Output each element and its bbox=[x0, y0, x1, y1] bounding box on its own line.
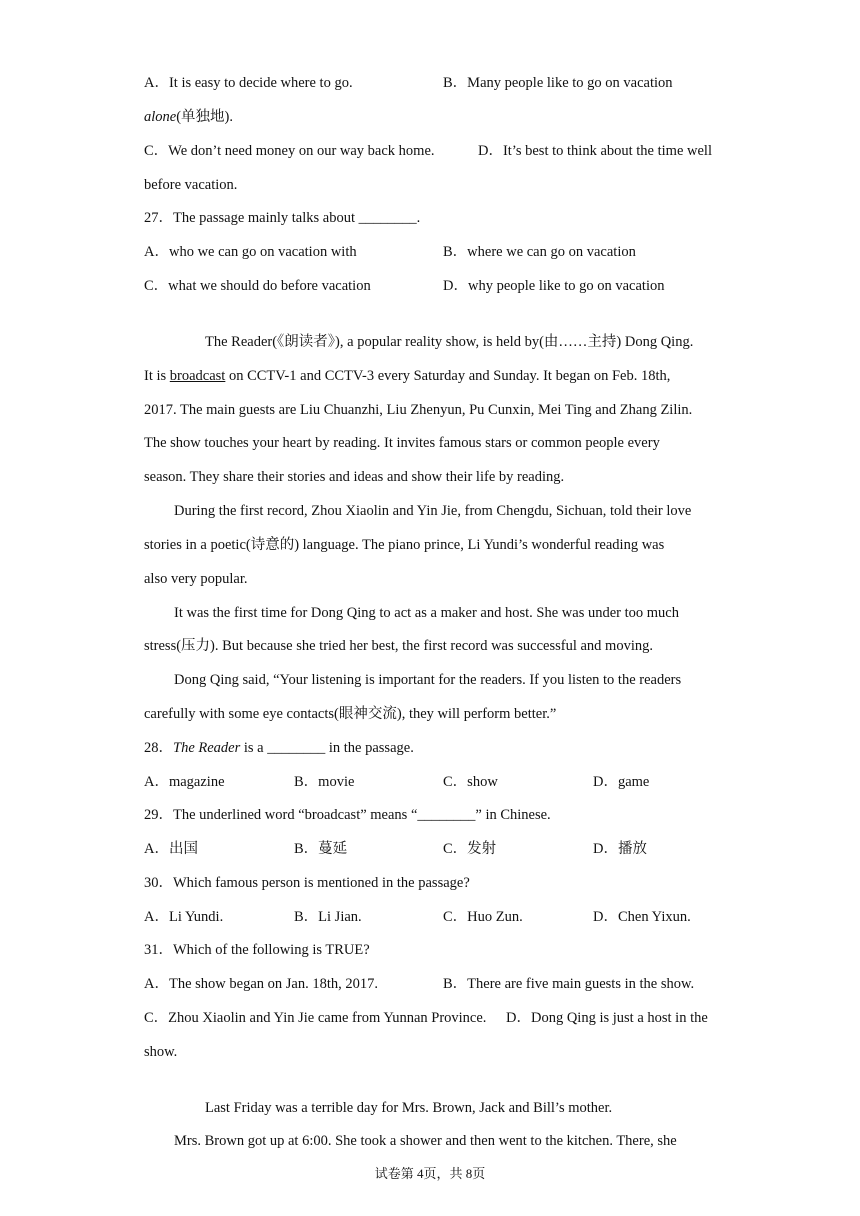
gloss: (单独地). bbox=[176, 109, 234, 125]
passage2-line-9: It was the first time for Dong Qing to act as a maker and host. She was under too much bbox=[174, 605, 679, 621]
q29-stem: 29．The underlined word “broadcast” means “________” in Chinese. bbox=[144, 807, 551, 823]
passage2-line-6: During the first record, Zhou Xiaolin and Yin Jie, from Chengdu, Sichuan, told their love bbox=[174, 503, 692, 519]
q28-option-b: B．movie bbox=[294, 774, 355, 790]
q27-option-a: A．who we can go on vacation with bbox=[144, 244, 357, 260]
passage2-line-10: stress(压力). But because she tried her best, the first record was successful and moving. bbox=[144, 638, 653, 654]
q30-option-c: C．Huo Zun. bbox=[443, 909, 523, 925]
q27-option-b: B．where we can go on vacation bbox=[443, 244, 636, 260]
q28-option-d: D．game bbox=[593, 774, 650, 790]
passage3-line-1: Last Friday was a terrible day for Mrs. Brown, Jack and Bill’s mother. bbox=[205, 1100, 613, 1116]
italic-word: alone bbox=[144, 109, 177, 125]
q31-option-b: B．There are five main guests in the show. bbox=[443, 976, 695, 992]
question-number: 28． bbox=[144, 740, 173, 756]
passage2-line-3: 2017. The main guests are Liu Chuanzhi, Liu Zhenyun, Pu Cunxin, Mei Ting and Zhang Zilin. bbox=[144, 402, 693, 418]
passage2-line-11: Dong Qing said, “Your listening is important for the readers. If you listen to the readers bbox=[174, 672, 682, 688]
q26-option-c: C．We don’t need money on our way back home. bbox=[144, 143, 435, 159]
q26-option-d-continued: before vacation. bbox=[144, 177, 238, 193]
q29-option-d: D．播放 bbox=[593, 841, 647, 857]
q31-option-c: C．Zhou Xiaolin and Yin Jie came from Yunnan Province. bbox=[144, 1010, 487, 1026]
passage2-line-8: also very popular. bbox=[144, 571, 248, 587]
q27-stem: 27．The passage mainly talks about ________. bbox=[144, 210, 421, 226]
q29-option-a: A．出国 bbox=[144, 841, 198, 857]
q30-option-d: D．Chen Yixun. bbox=[593, 909, 691, 925]
q31-stem: 31．Which of the following is TRUE? bbox=[144, 942, 370, 958]
q28-option-c: C．show bbox=[443, 774, 498, 790]
q27-option-d: D．why people like to go on vacation bbox=[443, 278, 665, 294]
passage2-line-2 bbox=[144, 367, 670, 385]
passage2-line-5: season. They share their stories and ideas and show their life by reading. bbox=[144, 469, 565, 485]
text-run: on CCTV-1 and CCTV-3 every Saturday and Sunday. It began on Feb. 18th, bbox=[225, 368, 671, 384]
q26-option-a: A．It is easy to decide where to go. bbox=[144, 75, 353, 91]
q28-stem bbox=[144, 739, 414, 757]
q31-option-d: D．Dong Qing is just a host in the bbox=[506, 1010, 708, 1026]
page-footer: 试卷第 4页，共 8页 bbox=[374, 1166, 486, 1181]
text-run: It is bbox=[144, 368, 170, 384]
passage2-line-7: stories in a poetic(诗意的) language. The piano prince, Li Yundi’s wonderful reading was bbox=[144, 537, 665, 553]
q26-option-b-continued bbox=[144, 108, 233, 126]
q30-option-b: B．Li Jian. bbox=[294, 909, 362, 925]
q31-option-a: A．The show began on Jan. 18th, 2017. bbox=[144, 976, 378, 992]
q30-option-a: A．Li Yundi. bbox=[144, 909, 224, 925]
passage2-line-12: carefully with some eye contacts(眼神交流), they will perform better.” bbox=[144, 706, 557, 722]
passage2-line-4: The show touches your heart by reading. It invites famous stars or common people every bbox=[144, 435, 660, 451]
q29-option-b: B．蔓延 bbox=[294, 841, 348, 857]
q26-option-d: D．It’s best to think about the time well bbox=[478, 143, 712, 159]
underlined-word: broadcast bbox=[169, 368, 226, 384]
q28-option-a: A．magazine bbox=[144, 774, 225, 790]
q29-option-c: C．发射 bbox=[443, 841, 497, 857]
q26-option-b: B．Many people like to go on vacation bbox=[443, 75, 673, 91]
passage3-line-2: Mrs. Brown got up at 6:00. She took a shower and then went to the kitchen. There, she bbox=[174, 1133, 677, 1149]
passage2-line-1: The Reader(《朗读者》), a popular reality show, is held by(由……主持) Dong Qing. bbox=[205, 334, 694, 350]
q30-stem: 30．Which famous person is mentioned in the passage? bbox=[144, 875, 470, 891]
italic-title: The Reader bbox=[173, 740, 241, 756]
q27-option-c: C．what we should do before vacation bbox=[144, 278, 371, 294]
q31-option-d-continued: show. bbox=[144, 1044, 178, 1060]
text-run: is a ________ in the passage. bbox=[240, 740, 414, 756]
